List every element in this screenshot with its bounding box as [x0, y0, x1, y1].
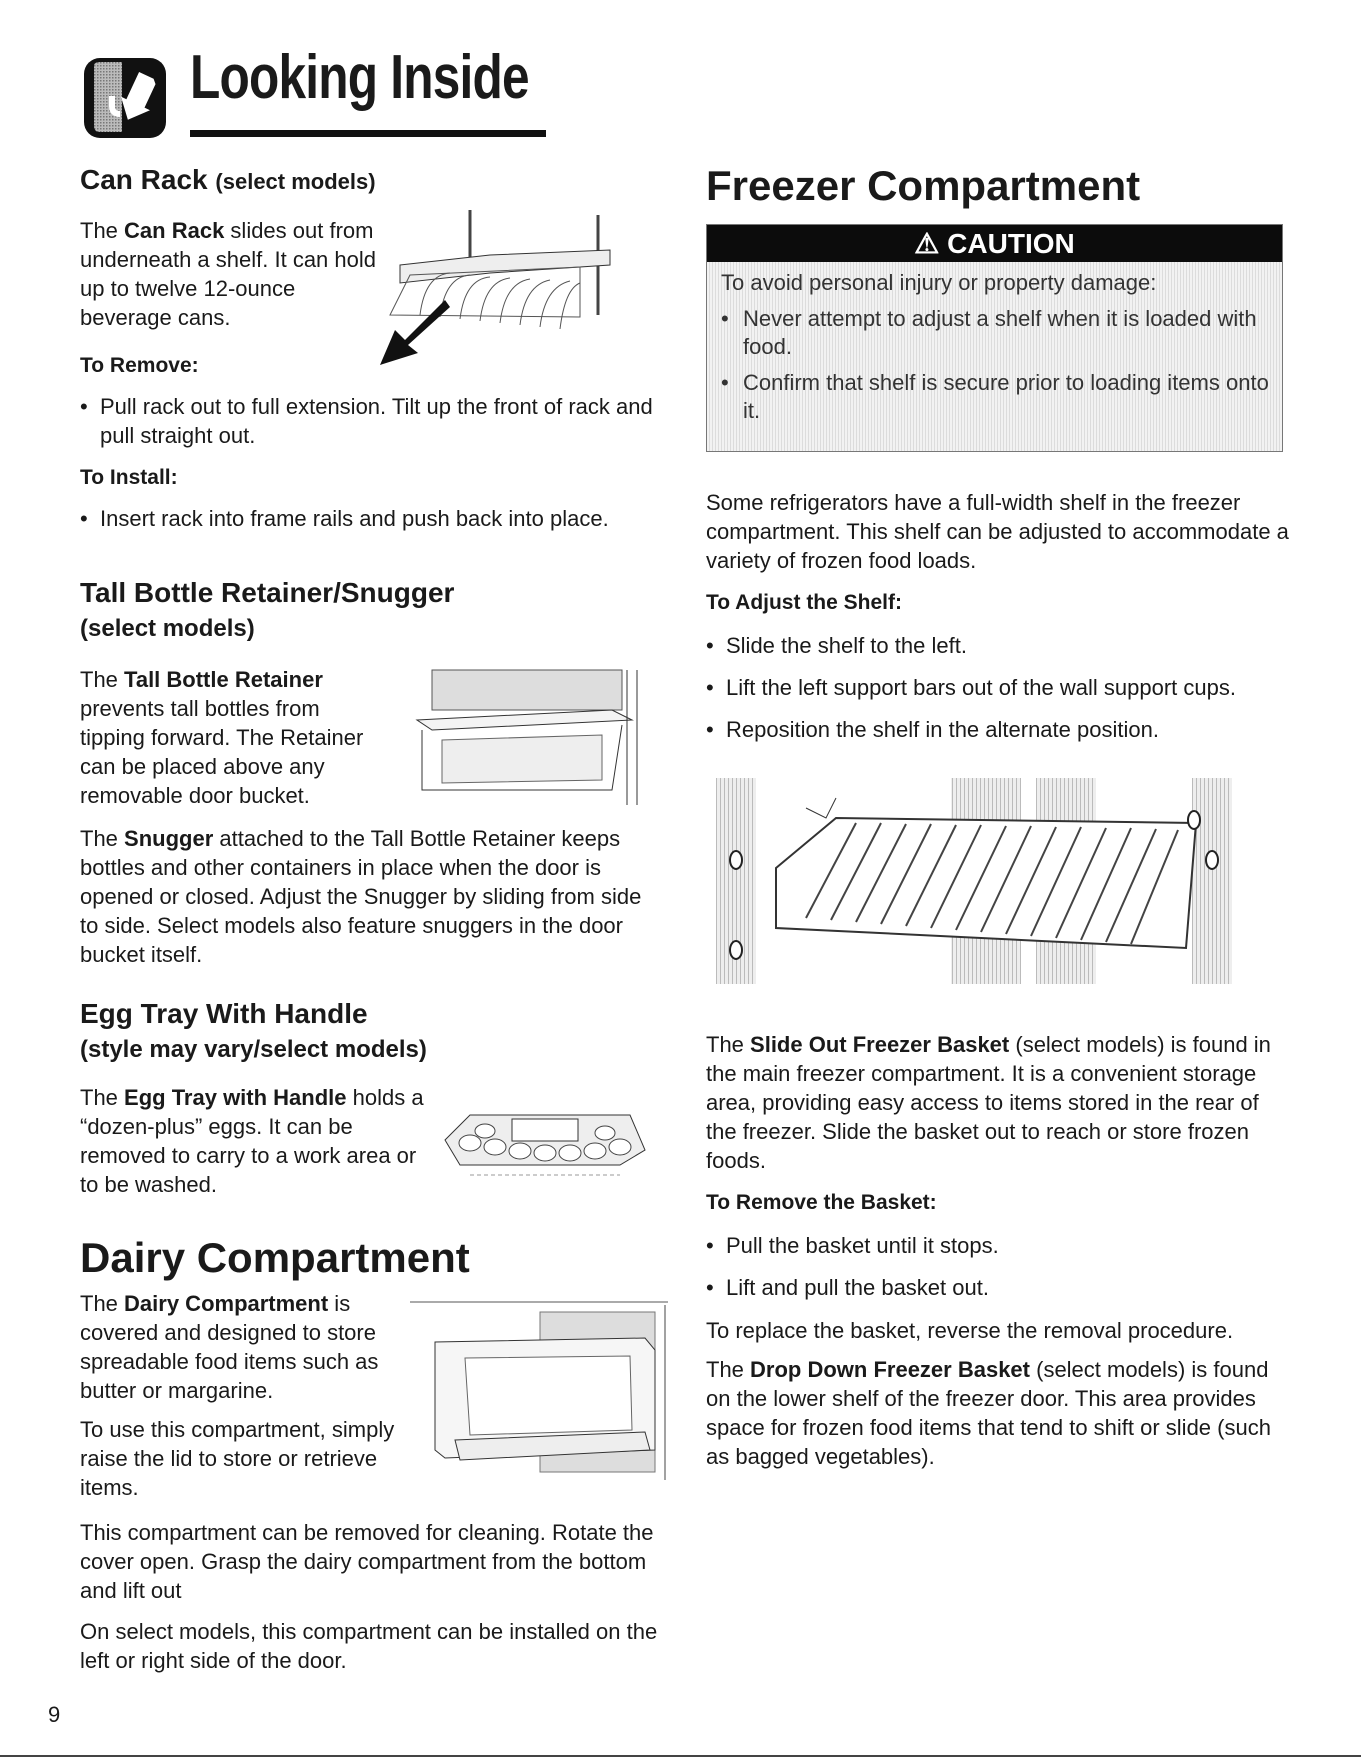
warning-icon: ⚠ [914, 228, 940, 259]
dairy-section [80, 1234, 680, 1282]
adjust-shelf-label: To Adjust the Shelf: [706, 591, 902, 614]
adjust-step: • Slide the shelf to the left. [706, 631, 1291, 660]
can-rack-intro: The Can Rack slides out from underneath a shelf. It can hold up to twelve 12-ounce beverage cans. [80, 218, 376, 330]
freezer-section [706, 162, 1286, 210]
dairy-use-paragraph: To use this compartment, simply raise the lid to store or retrieve items. [80, 1417, 395, 1500]
remove-basket-step: • Pull the basket until it stops. [706, 1231, 1291, 1260]
replace-basket-paragraph: To replace the basket, reverse the removal procedure. [706, 1318, 1234, 1343]
freezer-text [706, 488, 1291, 744]
caution-body [721, 269, 1271, 425]
caution-item: • Never attempt to adjust a shelf when it is loaded with food. [721, 305, 1271, 361]
egg-tray-section [80, 997, 660, 1067]
egg-tray-paragraph: The Egg Tray with Handle holds a “dozen-plus” eggs. It can be removed to carry to a work area or to be washed. [80, 1085, 424, 1197]
caution-item: • Confirm that shelf is secure prior to loading items onto it. [721, 369, 1271, 425]
dairy-installation-paragraph: On select models, this compartment can be installed on the left or right side of the door. [80, 1619, 658, 1673]
tall-bottle-section [80, 576, 660, 646]
tall-bottle-intro: The Tall Bottle Retainer prevents tall bottles from tipping forward. The Retainer can be placed above any removable door bucket. [80, 667, 364, 808]
egg-tray-heading: Egg Tray With Handle [80, 998, 368, 1029]
bottom-rule [0, 1755, 1361, 1757]
snugger-paragraph: The Snugger attached to the Tall Bottle Retainer keeps bottles and other containers in place when the door is opened or closed. Adjust the Snugger by sliding from side to side. Select models also feature snuggers in the door bucket itself. [80, 826, 642, 967]
can-rack-remove-label: To Remove: [80, 354, 199, 377]
remove-basket-step: • Lift and pull the basket out. [706, 1273, 1291, 1302]
can-rack-section [80, 163, 660, 199]
egg-tray-subheading: (style may vary/select models) [80, 1036, 427, 1063]
tall-bottle-illustration [412, 665, 642, 805]
dairy-text: The Dairy Compartment is covered and designed to store spreadable food items such as butter or margarine. To use this compartment, simply raise the lid to store or retrieve items. [80, 1289, 410, 1502]
freezer-heading: Freezer Compartment [706, 162, 1141, 209]
caution-header: ⚠ CAUTION [707, 225, 1282, 262]
page-title: Looking Inside [190, 43, 529, 112]
tall-bottle-heading: Tall Bottle Retainer/Snugger [80, 577, 455, 608]
title-underline [190, 130, 546, 137]
remove-basket-label: To Remove the Basket: [706, 1191, 937, 1214]
can-rack-remove-step: • Pull rack out to full extension. Tilt up the front of rack and pull straight out. [80, 392, 660, 450]
freezer-shelf-illustration [716, 778, 1232, 984]
can-rack-install-label: To Install: [80, 466, 178, 489]
dairy-illustration [410, 1300, 670, 1480]
adjust-step: • Lift the left support bars out of the wall support cups. [706, 673, 1291, 702]
can-rack-illustration [370, 205, 620, 375]
page-number: 9 [48, 1702, 61, 1727]
tall-bottle-subheading: (select models) [80, 615, 255, 642]
dairy-more [80, 1518, 680, 1675]
adjust-step: • Reposition the shelf in the alternate position. [706, 715, 1291, 744]
egg-tray-illustration [440, 1105, 650, 1185]
dairy-heading: Dairy Compartment [80, 1234, 470, 1281]
can-rack-heading: Can Rack (select models) [80, 164, 376, 195]
freezer-shelf-paragraph: Some refrigerators have a full-width shelf in the freezer compartment. This shelf can be adjusted to accommodate a variety of frozen food loads. [706, 490, 1289, 573]
can-rack-install-step: • Insert rack into frame rails and push back into place. [80, 504, 660, 533]
section-arrow-icon [82, 56, 168, 140]
dairy-cleaning-paragraph: This compartment can be removed for cleaning. Rotate the cover open. Grasp the dairy compartment from the bottom and lift out [80, 1520, 654, 1603]
freezer-basket-text: The Slide Out Freezer Basket (select models) is found in the main freezer compartment. It is a convenient storage area, providing easy access to items stored in the rear of the freezer. Slide the basket out to reach or store frozen foods. To Remove the Basket: • Pull the basket until it stops. • Lift and pull the basket out. To replace the basket, reverse the removal procedure. The Drop Down Freezer Basket (select models) is found on the lower shelf of the freezer door. This area provides space for frozen food items that tend to shift or slide (such as bagged vegetables). [706, 1030, 1291, 1471]
caution-box [706, 224, 1283, 452]
can-rack-remove [80, 352, 660, 533]
caution-intro: To avoid personal injury or property damage: [721, 270, 1157, 295]
